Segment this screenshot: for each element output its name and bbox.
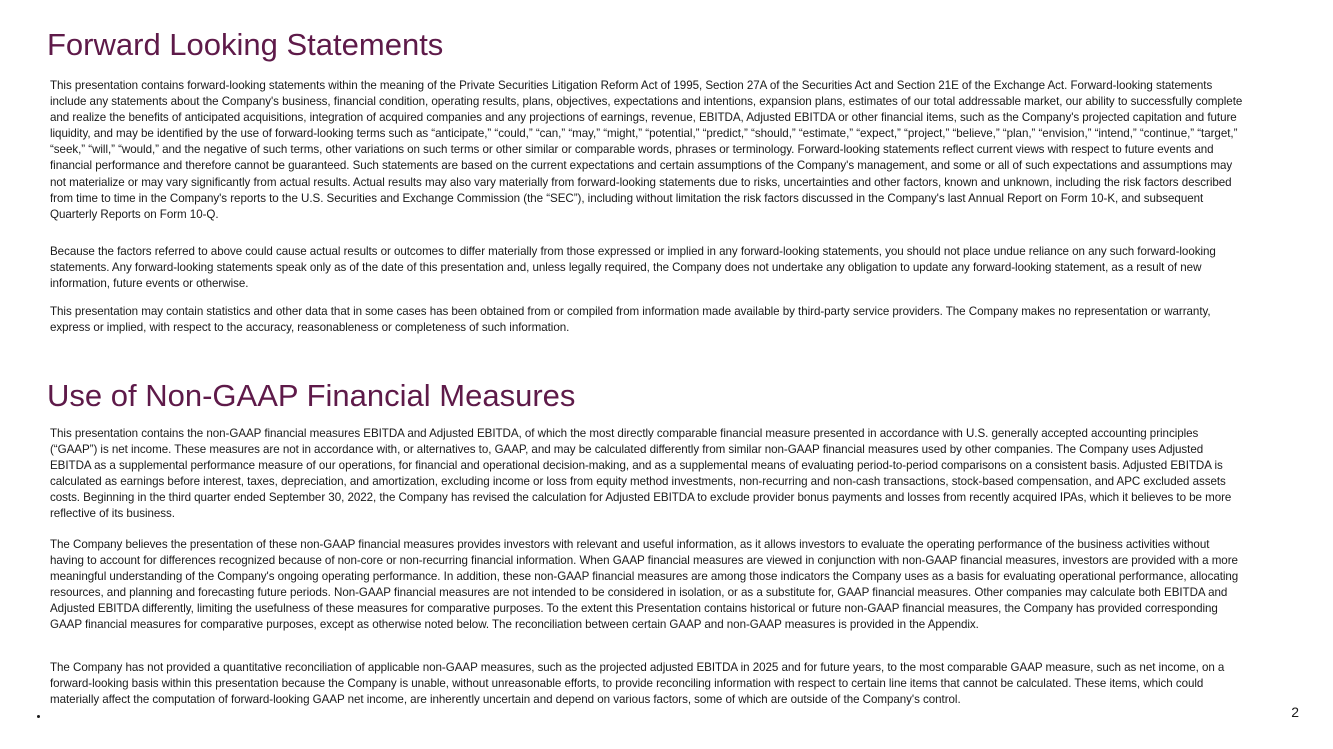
forward-looking-paragraph-1: This presentation contains forward-looking statements within the meaning of the Private Securities Litigation Reform Act of 1995, Section 27A of the Securities Act and Section 21E of the Exchange Act. Forward-looking statements include any statements about the Company's business, financial condition, operating results, plans, objectives, expectations and intentions, expansion plans, estimates of our total addressable market, our ability to successfully complete and realize the benefits of anticipated acquisitions, integration of acquired companies and any projections of earnings, revenue, EBITDA, Adjusted EBITDA or other financial items, such as the Company's projected capitation and future liquidity, and may be identified by the use of forward-looking terms such as “anticipate,” “could,” “can,” “may,” “might,” “potential,” “predict,” “should,” “estimate,” “expect,” “project,” “believe,” “plan,” “envision,” “intend,” “continue,” “target,” “seek,” “will,” “would,” and the negative of such terms, other variations on such terms or other similar or comparable words, phrases or terminology. Forward-looking statements reflect current views with respect to future events and financial performance and therefore cannot be guaranteed. Such statements are based on the current expectations and certain assumptions of the Company's management, and some or all of such expectations and assumptions may not materialize or may vary significantly from actual results. Actual results may also vary materially from forward-looking statements due to risks, uncertainties and other factors, known and unknown, including the risk factors described from time to time in the Company's reports to the U.S. Securities and Exchange Commission (the “SEC”), including without limitation the risk factors discussed in the Company's last Annual Report on Form 10-K, and subsequent Quarterly Reports on Form 10-Q.: [50, 79, 1243, 221]
forward-looking-paragraph-3: This presentation may contain statistics and other data that in some cases has been obtained from or compiled from information made available by third-party service providers. The Company makes no representation or warranty, express or implied, with respect to the accuracy, reasonableness or completeness of such information.: [50, 305, 1211, 335]
page-number: 2: [1291, 704, 1299, 720]
forward-looking-paragraph-2: Because the factors referred to above could cause actual results or outcomes to differ materially from those expressed or implied in any forward-looking statements, you should not place undue reliance on any such forward-looking statements. Any forward-looking statements speak only as of the date of this presentation and, unless legally required, the Company does not undertake any obligation to update any forward-looking statement, as a result of new information, future events or otherwise.: [50, 245, 1216, 291]
non-gaap-paragraph-2: The Company believes the presentation of these non-GAAP financial measures provides investors with relevant and useful information, as it allows investors to evaluate the operating performance of the business activities without having to account for differences recognized because of non-core or non-recurring financial information. When GAAP financial measures are viewed in conjunction with non-GAAP financial measures, investors are provided with a more meaningful understanding of the Company's ongoing operating performance. In addition, these non-GAAP financial measures are among those indicators the Company uses as a basis for evaluating operational performance, allocating resources, and planning and forecasting future periods. Non-GAAP financial measures are not intended to be considered in isolation, or as a substitute for, GAAP financial measures. Other companies may calculate both EBITDA and Adjusted EBITDA differently, limiting the usefulness of these measures for comparative purposes. To the extent this Presentation contains historical or future non-GAAP financial measures, the Company has provided corresponding GAAP financial measures for comparative purposes, except as otherwise noted below. The reconciliation between certain GAAP and non-GAAP measures is provided in the Appendix.: [50, 538, 1239, 632]
non-gaap-title: Use of Non-GAAP Financial Measures: [47, 378, 576, 413]
footer-dot: [37, 715, 40, 718]
forward-looking-title: Forward Looking Statements: [47, 27, 444, 62]
non-gaap-paragraph-1: This presentation contains the non-GAAP financial measures EBITDA and Adjusted EBITDA, of which the most directly comparable financial measure presented in accordance with U.S. generally accepted accounting principles (“GAAP”) is net income. These measures are not in accordance with, or alternatives to, GAAP, and may be calculated differently from similar non-GAAP financial measures used by other companies. The Company uses Adjusted EBITDA as a supplemental performance measure of our operations, for financial and operational decision-making, and as a supplemental means of evaluating period-to-period comparisons on a consistent basis. Adjusted EBITDA is calculated as earnings before interest, taxes, depreciation, and amortization, excluding income or loss from equity method investments, non-recurring and non-cash transactions, stock-based compensation, and APC excluded assets costs. Beginning in the third quarter ended September 30, 2022, the Company has revised the calculation for Adjusted EBITDA to exclude provider bonus payments and losses from recently acquired IPAs, which it believes to be more reflective of its business.: [50, 427, 1232, 521]
non-gaap-paragraph-3: The Company has not provided a quantitative reconciliation of applicable non-GAAP measures, such as the projected adjusted EBITDA in 2025 and for future years, to the most comparable GAAP measure, such as net income, on a forward-looking basis within this presentation because the Company is unable, without unreasonable efforts, to provide reconciling information with respect to certain line items that cannot be calculated. These items, which could materially affect the computation of forward-looking GAAP net income, are inherently uncertain and depend on various factors, some of which are outside of the Company's control.: [50, 661, 1225, 707]
